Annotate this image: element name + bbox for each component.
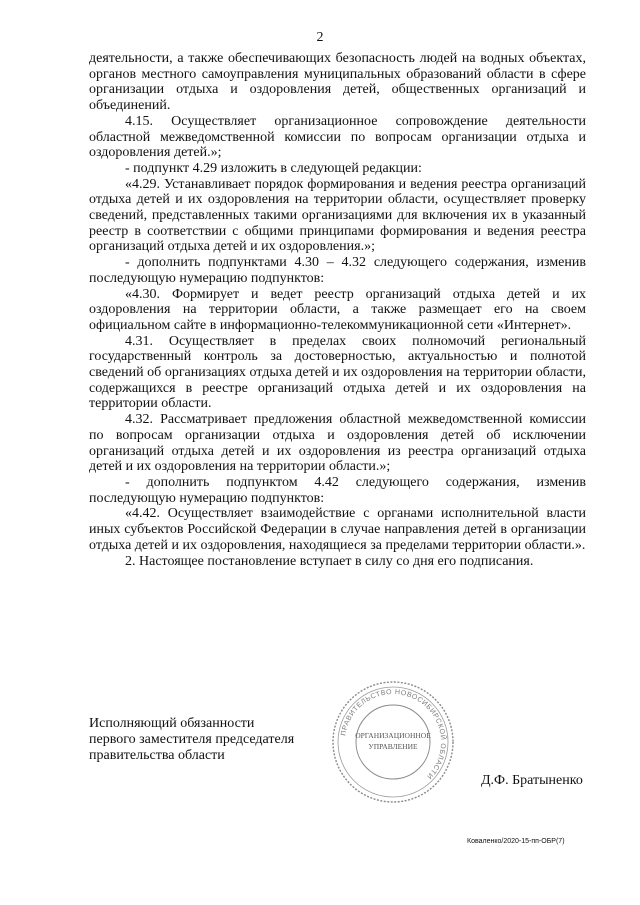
document-body (89, 51, 586, 569)
paragraph: 4.15. Осуществляет организационное сопровождение деятельности областной межведомственной комиссии по вопросам организации отдыха и оздоровления детей.»; (89, 113, 586, 161)
page-number: 2 (316, 30, 324, 45)
paragraph: «4.30. Формирует и ведет реестр организаций отдыха детей и их оздоровления на территории области, а также размещает его на своем официальном сайте в информационно-телекоммуникационной сети «Интернет». (89, 286, 586, 333)
paragraph: «4.42. Осуществляет взаимодействие с органами исполнительной власти иных субъектов Российской Федерации в случае направления детей в организации отдыха детей и их оздоровления, находящиеся за пределами территории области.». (89, 506, 586, 553)
paragraph: «4.29. Устанавливает порядок формирования и ведения реестра организаций отдыха детей и их оздоровления на территории области, осуществляет проверку сведений, представленных такими организациями для включения их в указанный реестр в соответствии с общими принципами формирования и ведения реестра организаций отдыха детей и их оздоровления.»; (89, 176, 586, 255)
paragraph: - подпункт 4.29 изложить в следующей редакции: (125, 160, 422, 176)
paragraph: 4.31. Осуществляет в пределах своих полномочий региональный государственный контроль за достоверностью, актуальностью и полнотой сведений об организациях отдыха детей и их оздоровления на территории области, содержащихся в реестре организаций отдыха детей и их оздоровления на территории области. (89, 333, 586, 412)
signatory-title-line: первого заместителя председателя (89, 732, 295, 747)
paragraph: - дополнить подпунктами 4.30 – 4.32 следующего содержания, изменив последующую нумерацию подпунктов: (89, 255, 586, 286)
stamp-center-text: ОРГАНИЗАЦИОННОЕ (355, 731, 431, 740)
signatory-title-line: правительства области (89, 748, 225, 763)
signatory-name: Д.Ф. Братыненко (481, 773, 583, 788)
stamp-center-text: УПРАВЛЕНИЕ (368, 742, 418, 751)
paragraph: деятельности, а также обеспечивающих безопасность людей на водных объектах, органов местного самоуправления муниципальных образований области в сфере организации отдыха и оздоровления детей, общественных организаций и объединений. (89, 51, 586, 114)
stamp-ring-text: ПРАВИТЕЛЬСТВО НОВОСИБИРСКОЙ ОБЛАСТИ (340, 688, 447, 781)
signatory-title (89, 716, 294, 764)
paragraph: - дополнить подпунктом 4.42 следующего содержания, изменив последующую нумерацию подпунктов: (89, 474, 586, 506)
signatory-title-line: Исполняющий обязанности (89, 716, 255, 731)
paragraph: 4.32. Рассматривает предложения областной межведомственной комиссии по вопросам организации отдыха и оздоровления детей об исключении организаций отдыха детей и их оздоровления из реестра организаций отдыха детей и их оздоровления на территории области.»; (89, 412, 586, 475)
document-code: Коваленко/2020-15-пп-ОБР(7) (467, 838, 565, 845)
paragraph: 2. Настоящее постановление вступает в силу со дня его подписания. (125, 553, 534, 569)
official-stamp (327, 676, 459, 808)
